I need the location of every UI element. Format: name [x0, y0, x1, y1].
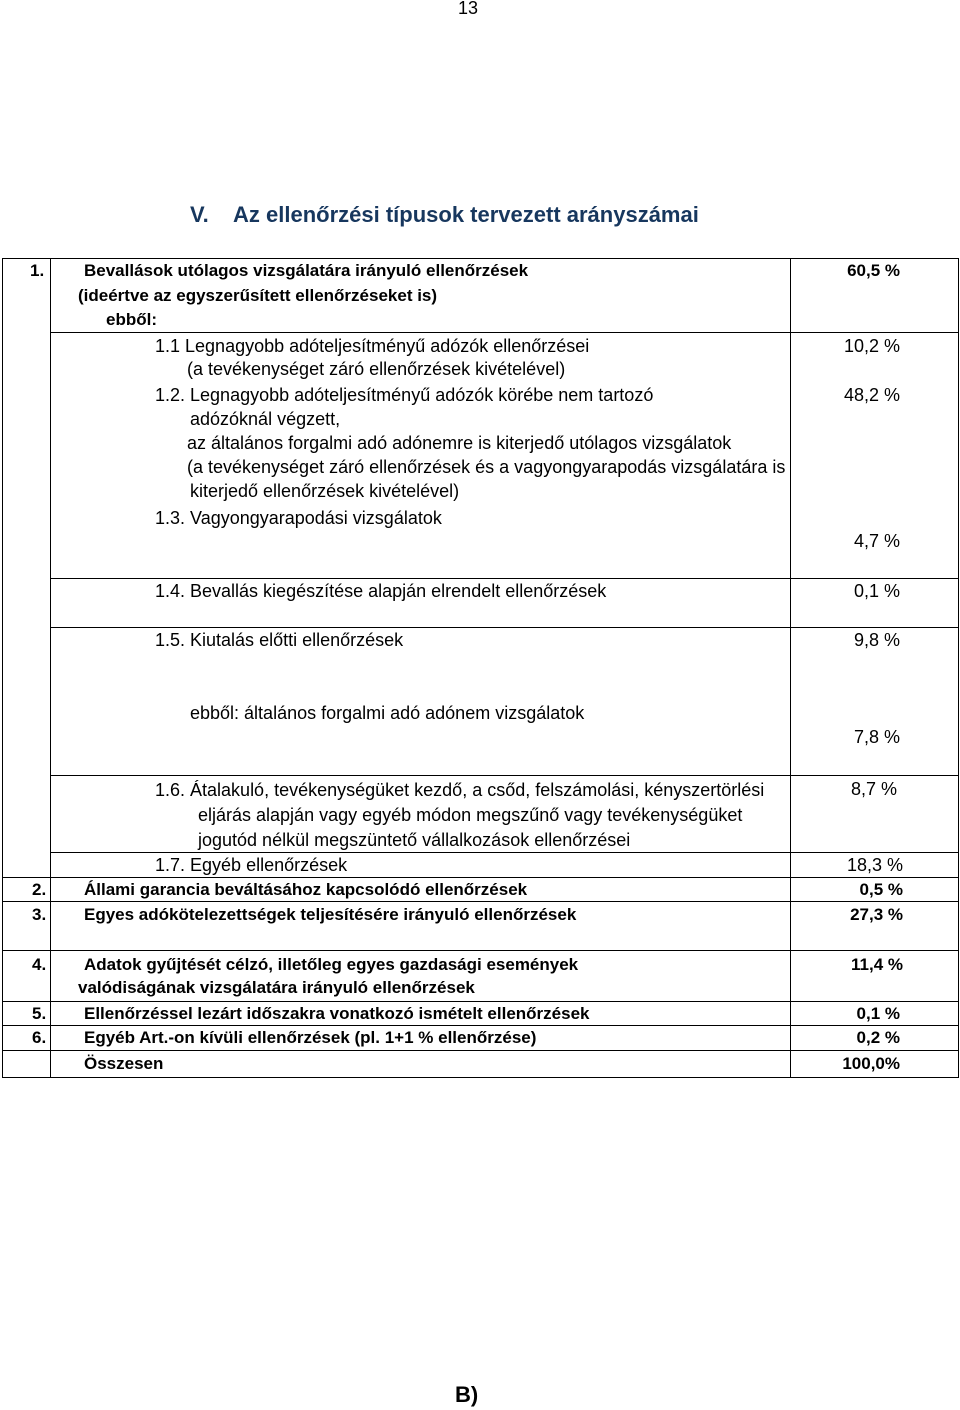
subitem-line: 1.7. Egyéb ellenőrzések — [155, 855, 348, 875]
row-percent: 0,1 % — [856, 1004, 900, 1023]
row-rule — [50, 332, 959, 333]
page-number: 13 — [458, 0, 479, 18]
column-divider-number — [50, 258, 51, 1078]
subitem-percent: 4,7 % — [853, 531, 900, 551]
subitem-line: 1.1 Legnagyobb adóteljesítményű adózók ellenőrzései — [155, 336, 590, 356]
subitem-percent: 0,1 % — [853, 581, 900, 601]
row-percent: 0,5 % — [859, 880, 903, 899]
subitem-line: 1.5. Kiutalás előtti ellenőrzések — [155, 630, 404, 650]
subitem-detail-line: ebből: általános forgalmi adó adónem vizsgálatok — [190, 703, 585, 723]
subitem-line: 1.4. Bevallás kiegészítése alapján elrendelt ellenőrzések — [155, 581, 607, 601]
subitem-percent: 48,2 % — [843, 385, 900, 405]
row-number: 1. — [30, 261, 45, 280]
row-heading-line: Egyes adókötelezettségek teljesítésére irányuló ellenőrzések — [84, 905, 577, 924]
row-percent: 60,5 % — [847, 261, 900, 280]
row-rule — [2, 950, 959, 951]
row-heading-line: ebből: — [106, 310, 157, 329]
subitem-line: kiterjedő ellenőrzések kivételével) — [190, 481, 460, 501]
row-percent: 0,2 % — [856, 1028, 900, 1047]
row-heading-line: Állami garancia beváltásához kapcsolódó ellenőrzések — [84, 880, 528, 899]
subitem-detail-percent: 7,8 % — [853, 727, 900, 747]
subitem-line: eljárás alapján vagy egyéb módon megszűnő vagy tevékenységüket — [198, 805, 743, 825]
row-number: 5. — [32, 1004, 47, 1023]
row-number: 2. — [32, 880, 47, 899]
row-heading-line: Bevallások utólagos vizsgálatára irányuló ellenőrzések — [84, 261, 529, 280]
row-heading-line: valódiságának vizsgálatára irányuló ellenőrzések — [78, 978, 475, 997]
subitem-percent: 9,8 % — [853, 630, 900, 650]
row-percent: 27,3 % — [850, 905, 903, 924]
subitem-percent: 8,7 % — [850, 779, 897, 799]
row-rule — [50, 775, 959, 776]
row-number: 3. — [32, 905, 47, 924]
row-percent: 11,4 % — [851, 955, 903, 974]
next-section-marker: B) — [455, 1382, 479, 1407]
row-heading-line: Adatok gyűjtését célzó, illetőleg egyes gazdasági események — [84, 955, 579, 974]
subitem-percent: 10,2 % — [843, 336, 900, 356]
column-divider-percent — [790, 258, 791, 1078]
total-label: Összesen — [84, 1054, 164, 1073]
subitem-line: 1.6. Átalakuló, tevékenységüket kezdő, a csőd, felszámolási, kényszertörlési — [155, 780, 765, 800]
subitem-line: az általános forgalmi adó adónemre is kiterjedő utólagos vizsgálatok — [187, 433, 732, 453]
subitem-line: (a tevékenységet záró ellenőrzések és a vagyongyarapodás vizsgálatára is — [187, 457, 786, 477]
subitem-line: adózóknál végzett, — [190, 409, 341, 429]
row-rule — [2, 1050, 959, 1051]
section-number: V. — [190, 202, 209, 227]
subitem-line: 1.3. Vagyongyarapodási vizsgálatok — [155, 508, 442, 528]
subitem-line: (a tevékenységet záró ellenőrzések kivételével) — [187, 359, 566, 379]
section-title-text: Az ellenőrzési típusok tervezett arányszámai — [233, 202, 699, 227]
row-heading-line: Egyéb Art.-on kívüli ellenőrzések (pl. 1+1 % ellenőrzése) — [84, 1028, 537, 1047]
row-number: 6. — [32, 1028, 47, 1047]
section-title — [190, 200, 699, 230]
subitem-line: jogutód nélkül megszüntető vállalkozások ellenőrzései — [198, 830, 631, 850]
row-heading-line: (ideértve az egyszerűsített ellenőrzéseket is) — [78, 286, 438, 305]
subitem-line: 1.2. Legnagyobb adóteljesítményű adózók körébe nem tartozó — [155, 385, 654, 405]
row-heading-line: Ellenőrzéssel lezárt időszakra vonatkozó ismételt ellenőrzések — [84, 1004, 590, 1023]
subitem-percent: 18,3 % — [846, 855, 903, 875]
row-number: 4. — [32, 955, 47, 974]
total-percent: 100,0% — [842, 1054, 900, 1073]
